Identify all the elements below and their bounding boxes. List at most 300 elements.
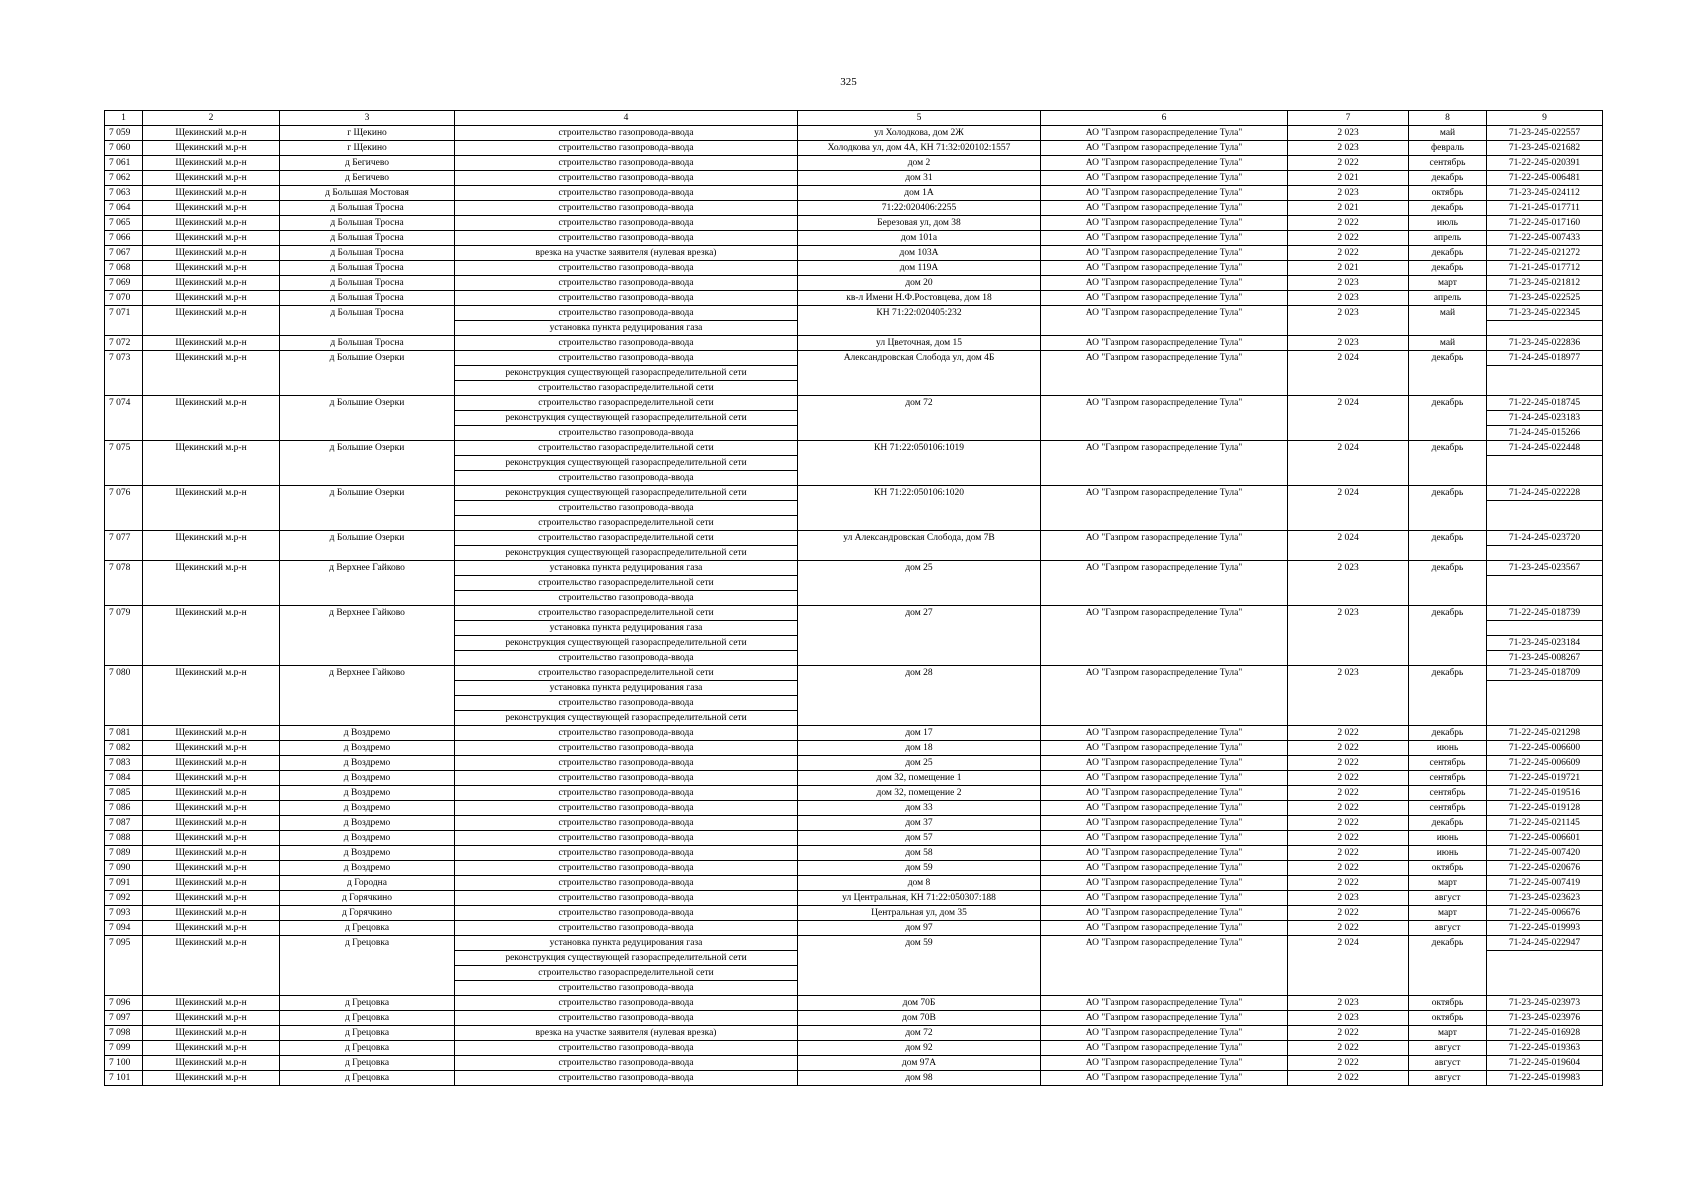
row-number-blank — [105, 711, 143, 726]
locality-cell: д Большая Тросна — [280, 276, 455, 291]
month-cell: июль — [1409, 216, 1487, 231]
column-header: 8 — [1409, 111, 1487, 126]
locality-cell: д Большая Тросна — [280, 231, 455, 246]
locality-cell: д Воздремо — [280, 726, 455, 741]
work-type-cell: строительство газораспределительной сети — [455, 531, 798, 546]
row-number-blank — [105, 381, 143, 396]
organization-cell: АО "Газпром газораспределение Тула" — [1041, 126, 1288, 141]
code-blank — [1487, 591, 1603, 606]
month-cell: декабрь — [1409, 531, 1487, 546]
organization-cell: АО "Газпром газораспределение Тула" — [1041, 531, 1288, 546]
district-blank — [143, 381, 280, 396]
month-blank — [1409, 591, 1487, 606]
code-cell — [1487, 621, 1603, 636]
code-cell: 71-24-245-018977 — [1487, 351, 1603, 366]
organization-blank — [1041, 951, 1288, 966]
organization-cell: АО "Газпром газораспределение Тула" — [1041, 831, 1288, 846]
year-blank — [1288, 651, 1409, 666]
district-blank — [143, 591, 280, 606]
district-blank — [143, 651, 280, 666]
code-blank — [1487, 516, 1603, 531]
address-cell: дом 59 — [798, 936, 1041, 951]
code-cell: 71-23-245-022345 — [1487, 306, 1603, 321]
month-cell: март — [1409, 876, 1487, 891]
code-cell: 71-22-245-006601 — [1487, 831, 1603, 846]
address-blank — [798, 621, 1041, 636]
district-blank — [143, 981, 280, 996]
address-cell: дом 92 — [798, 1041, 1041, 1056]
locality-blank — [280, 681, 455, 696]
row-number: 7 087 — [105, 816, 143, 831]
code-cell: 71-22-245-006600 — [1487, 741, 1603, 756]
work-type-cell: реконструкция существующей газораспределительной сети — [455, 366, 798, 381]
work-type-cell: строительство газопровода-ввода — [455, 351, 798, 366]
year-cell: 2 022 — [1288, 861, 1409, 876]
work-type-cell: строительство газопровода-ввода — [455, 1041, 798, 1056]
organization-blank — [1041, 501, 1288, 516]
month-blank — [1409, 381, 1487, 396]
year-blank — [1288, 426, 1409, 441]
row-number-blank — [105, 426, 143, 441]
address-cell: КН 71:22:050106:1019 — [798, 441, 1041, 456]
address-cell: дом 1А — [798, 186, 1041, 201]
locality-blank — [280, 636, 455, 651]
table-row — [105, 1041, 1603, 1056]
address-cell: дом 25 — [798, 756, 1041, 771]
district-cell: Щекинский м.р-н — [143, 276, 280, 291]
month-blank — [1409, 501, 1487, 516]
organization-cell: АО "Газпром газораспределение Тула" — [1041, 891, 1288, 906]
organization-blank — [1041, 576, 1288, 591]
district-cell: Щекинский м.р-н — [143, 1041, 280, 1056]
row-number-blank — [105, 411, 143, 426]
organization-blank — [1041, 681, 1288, 696]
address-cell: дом 28 — [798, 666, 1041, 681]
district-cell: Щекинский м.р-н — [143, 216, 280, 231]
district-blank — [143, 966, 280, 981]
address-blank — [798, 651, 1041, 666]
locality-cell: д Большие Озерки — [280, 441, 455, 456]
code-cell: 71-22-245-019604 — [1487, 1056, 1603, 1071]
address-blank — [798, 366, 1041, 381]
address-cell: ул Центральная, КН 71:22:050307:188 — [798, 891, 1041, 906]
organization-cell: АО "Газпром газораспределение Тула" — [1041, 1071, 1288, 1086]
work-type-cell: строительство газопровода-ввода — [455, 651, 798, 666]
locality-cell: д Верхнее Гайково — [280, 666, 455, 681]
month-cell: май — [1409, 336, 1487, 351]
year-cell: 2 024 — [1288, 396, 1409, 411]
row-number: 7 075 — [105, 441, 143, 456]
locality-cell: д Грецовка — [280, 996, 455, 1011]
row-number: 7 066 — [105, 231, 143, 246]
organization-blank — [1041, 966, 1288, 981]
month-blank — [1409, 546, 1487, 561]
district-cell: Щекинский м.р-н — [143, 291, 280, 306]
month-blank — [1409, 621, 1487, 636]
year-cell: 2 022 — [1288, 1041, 1409, 1056]
year-blank — [1288, 366, 1409, 381]
year-cell: 2 022 — [1288, 1056, 1409, 1071]
work-type-cell: строительство газораспределительной сети — [455, 666, 798, 681]
row-number: 7 080 — [105, 666, 143, 681]
code-blank — [1487, 381, 1603, 396]
organization-cell: АО "Газпром газораспределение Тула" — [1041, 726, 1288, 741]
table-row — [105, 351, 1603, 366]
table-row — [105, 996, 1603, 1011]
organization-blank — [1041, 711, 1288, 726]
month-cell: сентябрь — [1409, 156, 1487, 171]
year-cell: 2 022 — [1288, 906, 1409, 921]
locality-cell: г Щекино — [280, 126, 455, 141]
year-blank — [1288, 501, 1409, 516]
address-cell: 71:22:020406:2255 — [798, 201, 1041, 216]
month-cell: октябрь — [1409, 996, 1487, 1011]
address-blank — [798, 411, 1041, 426]
table-row — [105, 276, 1603, 291]
work-type-cell: строительство газопровода-ввода — [455, 846, 798, 861]
address-cell: дом 72 — [798, 1026, 1041, 1041]
table-row — [105, 831, 1603, 846]
code-cell: 71-23-245-022525 — [1487, 291, 1603, 306]
year-blank — [1288, 981, 1409, 996]
table-row — [105, 741, 1603, 756]
year-cell: 2 022 — [1288, 846, 1409, 861]
table-row — [105, 921, 1603, 936]
work-type-cell: строительство газораспределительной сети — [455, 576, 798, 591]
code-cell: 71-22-245-020676 — [1487, 861, 1603, 876]
locality-cell: д Большая Тросна — [280, 216, 455, 231]
year-cell: 2 022 — [1288, 246, 1409, 261]
district-blank — [143, 366, 280, 381]
code-cell: 71-23-245-023973 — [1487, 996, 1603, 1011]
code-cell: 71-22-245-020391 — [1487, 156, 1603, 171]
district-blank — [143, 621, 280, 636]
address-blank — [798, 546, 1041, 561]
row-number: 7 070 — [105, 291, 143, 306]
table-body — [105, 126, 1603, 1086]
organization-cell: АО "Газпром газораспределение Тула" — [1041, 666, 1288, 681]
organization-blank — [1041, 411, 1288, 426]
month-cell: август — [1409, 1041, 1487, 1056]
district-cell: Щекинский м.р-н — [143, 1056, 280, 1071]
organization-cell: АО "Газпром газораспределение Тула" — [1041, 1041, 1288, 1056]
row-number-blank — [105, 966, 143, 981]
month-blank — [1409, 471, 1487, 486]
row-number-blank — [105, 696, 143, 711]
organization-cell: АО "Газпром газораспределение Тула" — [1041, 876, 1288, 891]
district-cell: Щекинский м.р-н — [143, 561, 280, 576]
table-row — [105, 726, 1603, 741]
work-type-cell: строительство газораспределительной сети — [455, 516, 798, 531]
work-type-cell: строительство газораспределительной сети — [455, 381, 798, 396]
organization-blank — [1041, 621, 1288, 636]
month-blank — [1409, 426, 1487, 441]
address-cell: дом 59 — [798, 861, 1041, 876]
address-blank — [798, 591, 1041, 606]
year-cell: 2 024 — [1288, 351, 1409, 366]
district-cell: Щекинский м.р-н — [143, 831, 280, 846]
district-blank — [143, 321, 280, 336]
code-blank — [1487, 546, 1603, 561]
work-type-cell: реконструкция существующей газораспределительной сети — [455, 456, 798, 471]
address-cell: дом 17 — [798, 726, 1041, 741]
table-row-continuation — [105, 621, 1603, 636]
row-number: 7 061 — [105, 156, 143, 171]
row-number: 7 088 — [105, 831, 143, 846]
locality-cell: д Большие Озерки — [280, 351, 455, 366]
organization-blank — [1041, 591, 1288, 606]
district-cell: Щекинский м.р-н — [143, 606, 280, 621]
table-row — [105, 486, 1603, 501]
table-row — [105, 186, 1603, 201]
table-row-continuation — [105, 411, 1603, 426]
address-cell: дом 27 — [798, 606, 1041, 621]
code-cell: 71-22-245-019516 — [1487, 786, 1603, 801]
month-cell: май — [1409, 126, 1487, 141]
work-type-cell: врезка на участке заявителя (нулевая врезка) — [455, 246, 798, 261]
organization-cell: АО "Газпром газораспределение Тула" — [1041, 771, 1288, 786]
table-row-continuation — [105, 981, 1603, 996]
locality-cell: д Грецовка — [280, 1071, 455, 1086]
code-cell: 71-22-245-019128 — [1487, 801, 1603, 816]
code-cell: 71-22-245-019993 — [1487, 921, 1603, 936]
work-type-cell: строительство газопровода-ввода — [455, 216, 798, 231]
row-number: 7 094 — [105, 921, 143, 936]
row-number-blank — [105, 576, 143, 591]
table-row — [105, 291, 1603, 306]
code-blank — [1487, 471, 1603, 486]
year-cell: 2 022 — [1288, 156, 1409, 171]
year-cell: 2 023 — [1288, 291, 1409, 306]
district-blank — [143, 411, 280, 426]
code-cell: 71-23-245-018709 — [1487, 666, 1603, 681]
organization-cell: АО "Газпром газораспределение Тула" — [1041, 906, 1288, 921]
district-cell: Щекинский м.р-н — [143, 741, 280, 756]
code-cell: 71-23-245-022557 — [1487, 126, 1603, 141]
code-blank — [1487, 366, 1603, 381]
month-cell: октябрь — [1409, 1011, 1487, 1026]
year-cell: 2 024 — [1288, 531, 1409, 546]
code-cell: 71-21-245-017711 — [1487, 201, 1603, 216]
organization-cell: АО "Газпром газораспределение Тула" — [1041, 306, 1288, 321]
address-cell: Холодкова ул, дом 4А, КН 71:32:020102:1557 — [798, 141, 1041, 156]
year-cell: 2 022 — [1288, 771, 1409, 786]
organization-blank — [1041, 546, 1288, 561]
year-blank — [1288, 546, 1409, 561]
code-blank — [1487, 501, 1603, 516]
table-row — [105, 756, 1603, 771]
month-cell: август — [1409, 891, 1487, 906]
code-cell: 71-22-245-006609 — [1487, 756, 1603, 771]
year-cell: 2 023 — [1288, 306, 1409, 321]
organization-cell: АО "Газпром газораспределение Тула" — [1041, 351, 1288, 366]
organization-blank — [1041, 636, 1288, 651]
column-header: 4 — [455, 111, 798, 126]
locality-blank — [280, 711, 455, 726]
locality-cell: д Бегичево — [280, 171, 455, 186]
locality-cell: д Грецовка — [280, 936, 455, 951]
year-blank — [1288, 621, 1409, 636]
month-cell: июнь — [1409, 831, 1487, 846]
row-number: 7 063 — [105, 186, 143, 201]
month-blank — [1409, 711, 1487, 726]
table-row — [105, 876, 1603, 891]
table-row — [105, 171, 1603, 186]
locality-cell: д Городна — [280, 876, 455, 891]
work-type-cell: строительство газопровода-ввода — [455, 816, 798, 831]
month-cell: октябрь — [1409, 861, 1487, 876]
district-cell: Щекинский м.р-н — [143, 186, 280, 201]
organization-cell: АО "Газпром газораспределение Тула" — [1041, 276, 1288, 291]
month-cell: июнь — [1409, 741, 1487, 756]
year-cell: 2 023 — [1288, 561, 1409, 576]
address-cell: дом 72 — [798, 396, 1041, 411]
code-cell: 71-22-245-007433 — [1487, 231, 1603, 246]
month-cell: февраль — [1409, 141, 1487, 156]
locality-blank — [280, 621, 455, 636]
work-type-cell: реконструкция существующей газораспределительной сети — [455, 486, 798, 501]
district-cell: Щекинский м.р-н — [143, 996, 280, 1011]
year-blank — [1288, 681, 1409, 696]
locality-blank — [280, 546, 455, 561]
organization-cell: АО "Газпром газораспределение Тула" — [1041, 171, 1288, 186]
row-number-blank — [105, 546, 143, 561]
row-number: 7 067 — [105, 246, 143, 261]
locality-cell: д Грецовка — [280, 1041, 455, 1056]
table-row — [105, 786, 1603, 801]
district-cell: Щекинский м.р-н — [143, 261, 280, 276]
table-row-continuation — [105, 426, 1603, 441]
district-cell: Щекинский м.р-н — [143, 771, 280, 786]
work-type-cell: строительство газопровода-ввода — [455, 336, 798, 351]
address-cell: дом 97 — [798, 921, 1041, 936]
locality-cell: д Грецовка — [280, 1056, 455, 1071]
table-row — [105, 156, 1603, 171]
work-type-cell: строительство газопровода-ввода — [455, 1056, 798, 1071]
row-number-blank — [105, 981, 143, 996]
row-number: 7 071 — [105, 306, 143, 321]
year-cell: 2 023 — [1288, 336, 1409, 351]
address-blank — [798, 681, 1041, 696]
month-cell: апрель — [1409, 291, 1487, 306]
row-number: 7 062 — [105, 171, 143, 186]
work-type-cell: реконструкция существующей газораспределительной сети — [455, 711, 798, 726]
work-type-cell: строительство газопровода-ввода — [455, 756, 798, 771]
year-cell: 2 023 — [1288, 276, 1409, 291]
table-row — [105, 561, 1603, 576]
month-cell: декабрь — [1409, 261, 1487, 276]
locality-cell: д Горячкино — [280, 906, 455, 921]
year-cell: 2 023 — [1288, 126, 1409, 141]
code-cell: 71-22-245-007419 — [1487, 876, 1603, 891]
row-number: 7 060 — [105, 141, 143, 156]
address-blank — [798, 576, 1041, 591]
code-cell: 71-22-245-019363 — [1487, 1041, 1603, 1056]
work-type-cell: строительство газопровода-ввода — [455, 141, 798, 156]
locality-cell: д Верхнее Гайково — [280, 561, 455, 576]
district-cell: Щекинский м.р-н — [143, 786, 280, 801]
code-cell: 71-23-245-008267 — [1487, 651, 1603, 666]
district-cell: Щекинский м.р-н — [143, 1011, 280, 1026]
code-cell: 71-24-245-023720 — [1487, 531, 1603, 546]
district-cell: Щекинский м.р-н — [143, 936, 280, 951]
organization-cell: АО "Газпром газораспределение Тула" — [1041, 606, 1288, 621]
year-cell: 2 022 — [1288, 876, 1409, 891]
table-row-continuation — [105, 696, 1603, 711]
table-row-continuation — [105, 501, 1603, 516]
work-type-cell: строительство газопровода-ввода — [455, 981, 798, 996]
work-type-cell: реконструкция существующей газораспределительной сети — [455, 636, 798, 651]
row-number: 7 082 — [105, 741, 143, 756]
district-blank — [143, 516, 280, 531]
table-row-continuation — [105, 381, 1603, 396]
organization-cell: АО "Газпром газораспределение Тула" — [1041, 231, 1288, 246]
locality-blank — [280, 456, 455, 471]
address-blank — [798, 426, 1041, 441]
organization-blank — [1041, 456, 1288, 471]
month-blank — [1409, 636, 1487, 651]
work-type-cell: врезка на участке заявителя (нулевая врезка) — [455, 1026, 798, 1041]
locality-blank — [280, 651, 455, 666]
month-cell: декабрь — [1409, 726, 1487, 741]
address-cell: ул Холодкова, дом 2Ж — [798, 126, 1041, 141]
organization-cell: АО "Газпром газораспределение Тула" — [1041, 261, 1288, 276]
district-blank — [143, 711, 280, 726]
page-number: 325 — [840, 76, 857, 88]
column-header: 2 — [143, 111, 280, 126]
district-blank — [143, 576, 280, 591]
address-cell: дом 2 — [798, 156, 1041, 171]
code-cell: 71-23-245-023623 — [1487, 891, 1603, 906]
row-number: 7 089 — [105, 846, 143, 861]
work-type-cell: строительство газопровода-ввода — [455, 426, 798, 441]
row-number-blank — [105, 681, 143, 696]
row-number: 7 093 — [105, 906, 143, 921]
district-cell: Щекинский м.р-н — [143, 336, 280, 351]
work-type-cell: строительство газопровода-ввода — [455, 861, 798, 876]
column-header: 9 — [1487, 111, 1603, 126]
header-row — [105, 111, 1603, 126]
code-cell: 71-22-245-017160 — [1487, 216, 1603, 231]
year-blank — [1288, 966, 1409, 981]
month-cell: декабрь — [1409, 666, 1487, 681]
table-row — [105, 141, 1603, 156]
address-blank — [798, 381, 1041, 396]
code-cell: 71-22-245-019721 — [1487, 771, 1603, 786]
address-cell: дом 33 — [798, 801, 1041, 816]
row-number-blank — [105, 366, 143, 381]
year-blank — [1288, 381, 1409, 396]
table-row-continuation — [105, 366, 1603, 381]
locality-blank — [280, 516, 455, 531]
table-row — [105, 1026, 1603, 1041]
code-blank — [1487, 321, 1603, 336]
month-cell: декабрь — [1409, 201, 1487, 216]
work-type-cell: строительство газопровода-ввода — [455, 306, 798, 321]
district-cell: Щекинский м.р-н — [143, 126, 280, 141]
organization-cell: АО "Газпром газораспределение Тула" — [1041, 291, 1288, 306]
locality-cell: г Щекино — [280, 141, 455, 156]
table-row — [105, 816, 1603, 831]
address-cell: дом 25 — [798, 561, 1041, 576]
code-cell: 71-22-245-018739 — [1487, 606, 1603, 621]
year-blank — [1288, 516, 1409, 531]
code-cell: 71-23-245-022836 — [1487, 336, 1603, 351]
district-blank — [143, 636, 280, 651]
code-blank — [1487, 681, 1603, 696]
locality-cell: д Грецовка — [280, 921, 455, 936]
year-blank — [1288, 456, 1409, 471]
